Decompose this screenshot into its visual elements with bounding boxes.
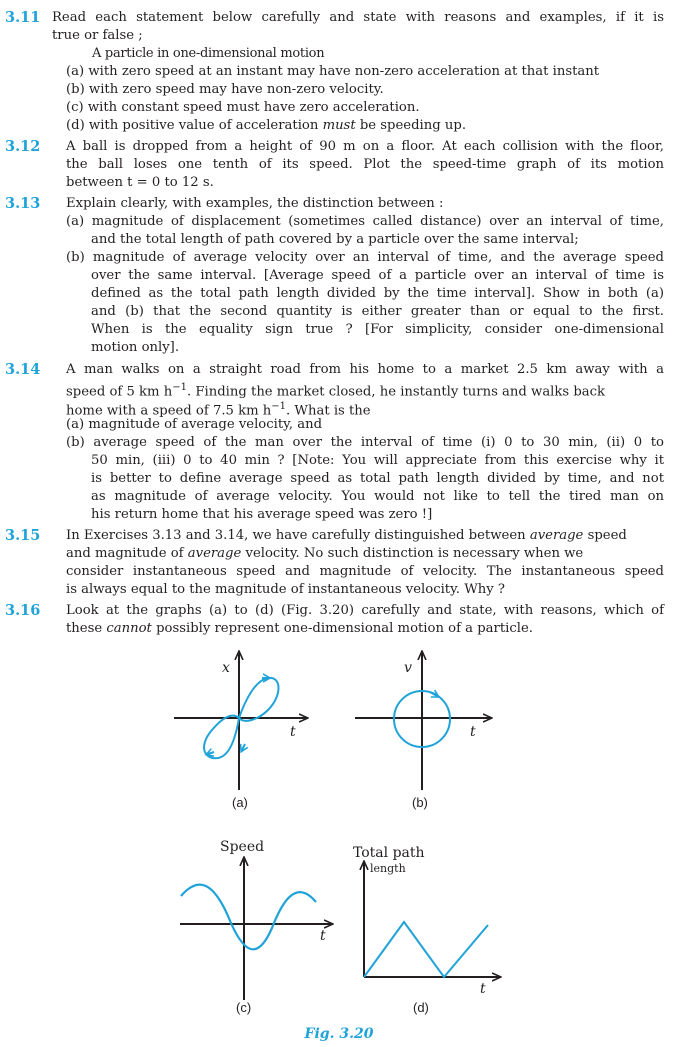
emphasis: cannot: [106, 621, 152, 636]
question-text-line: between t = 0 to 12 s.: [66, 175, 214, 190]
text-run: velocity. No such distinction is necessary when we: [245, 546, 584, 561]
text-run: speed: [587, 528, 627, 543]
option-b-cont: 50 min, (iii) 0 to 40 min ? [Note: You will appreciate from this exercise why it: [91, 453, 664, 468]
question-text-line: A ball is dropped from a height of 90 m on a floor. At each collision with the floor,: [66, 139, 664, 154]
question-text-line: Look at the graphs (a) to (d) (Fig. 3.20) carefully and state, with reasons, which of: [66, 603, 664, 618]
option-c: (c) with constant speed must have zero acceleration.: [66, 100, 420, 115]
superscript: −1: [172, 382, 187, 393]
option-b: (b) average speed of the man over the interval of time (i) 0 to 30 min, (ii) 0 to: [66, 435, 664, 450]
graph-a: [174, 652, 307, 810]
question-text-line: consider instantaneous speed and magnitude of velocity. The instantaneous speed: [66, 564, 664, 579]
question-text-line: [66, 620, 533, 638]
option-a-cont: and the total length of path covered by a particle over the same interval;: [91, 232, 579, 247]
text-run: . What is the: [286, 403, 371, 419]
option-b-cont: his return home that his average speed was zero !]: [91, 507, 433, 522]
y-axis-label: v: [404, 660, 412, 676]
question-text-line: true or false ;: [52, 28, 143, 43]
option-b: (b) magnitude of average velocity over an interval of time, and the average speed: [66, 250, 664, 265]
option-b-cont: When is the equality sign true ? [For simplicity, consider one-dimensional: [91, 322, 664, 337]
x-axis-label: t: [290, 724, 296, 740]
question-text-line: is always equal to the magnitude of instantaneous velocity. Why ?: [66, 582, 505, 597]
question-number: 3.12: [5, 138, 41, 155]
figure-3-20: [0, 640, 678, 1025]
y-axis-label: Speed: [220, 839, 265, 855]
option-b-cont: motion only].: [91, 340, 180, 355]
direction-arrow: [242, 744, 245, 750]
emphasis: average: [187, 546, 242, 561]
option-b-cont: is better to define average speed as total path length divided by time, and not: [91, 471, 664, 486]
graph-c: [180, 839, 332, 1015]
direction-arrow: [208, 752, 214, 754]
caption-d: (d): [413, 1000, 429, 1015]
emphasis: average: [529, 528, 584, 543]
x-axis-label: t: [320, 928, 326, 944]
x-axis-label: t: [470, 724, 476, 740]
figure-title: Fig. 3.20: [304, 1026, 374, 1042]
superscript: −1: [271, 401, 287, 412]
graph-b: [355, 652, 491, 810]
caption-b: (b): [412, 795, 428, 810]
question-text-line: the ball loses one tenth of its speed. Plot the speed-time graph of its motion: [66, 157, 664, 172]
option-a: (a) magnitude of displacement (sometimes called distance) over an interval of time,: [66, 214, 664, 229]
text-run: In Exercises 3.13 and 3.14, we have carefully distinguished between: [66, 528, 526, 543]
option-b: (b) with zero speed may have non-zero velocity.: [66, 82, 384, 97]
caption-a: (a): [232, 795, 248, 810]
option-a: (a) with zero speed at an instant may have non-zero acceleration at that instant: [66, 64, 600, 79]
text-run: . Finding the market closed, he instantly turns and walks back: [186, 384, 606, 400]
y-axis-label: Total path: [353, 845, 425, 861]
text-run: speed of 5 km h: [66, 384, 173, 400]
text-run: possibly represent one-dimensional motion of a particle.: [156, 621, 533, 636]
speed-curve: [181, 885, 316, 950]
question-text-line: Explain clearly, with examples, the distinction between :: [66, 196, 444, 211]
y-axis-label: x: [222, 660, 230, 676]
x-axis-label: t: [480, 981, 486, 997]
question-number: 3.11: [5, 9, 41, 26]
question-text-line: Read each statement below carefully and state with reasons and examples, if it is: [52, 10, 664, 25]
option-b-cont: defined as the total path length divided by the time interval]. Show in both (a): [91, 286, 664, 301]
option-b-cont: and (b) that the second quantity is either greater than or equal to the first.: [91, 304, 664, 319]
question-subheading: A particle in one-dimensional motion: [92, 46, 325, 61]
text-run: and magnitude of: [66, 546, 184, 561]
question-number: 3.16: [5, 602, 41, 619]
question-number: 3.15: [5, 527, 41, 544]
option-b-cont: as magnitude of average velocity. You would not like to tell the tired man on: [91, 489, 664, 504]
y-axis-label-2: length: [370, 862, 406, 875]
question-text-line: A man walks on a straight road from his home to a market 2.5 km away with a: [66, 362, 664, 377]
text-run: (d) with positive value of acceleration: [66, 118, 319, 133]
option-b-cont: over the same interval. [Average speed of a particle over an interval of time is: [91, 268, 664, 283]
caption-c: (c): [236, 1000, 252, 1015]
question-text-line: [66, 545, 583, 563]
question-number: 3.13: [5, 195, 41, 212]
option-a: (a) magnitude of average velocity, and: [66, 417, 323, 432]
text-run: be speeding up.: [359, 118, 467, 133]
question-number: 3.14: [5, 361, 41, 378]
text-run: home with a speed of 7.5 km h: [66, 403, 272, 419]
question-text-line: [66, 527, 627, 545]
emphasis: must: [322, 118, 356, 133]
path-length-line: [364, 922, 488, 977]
option-d: [66, 117, 466, 135]
text-run: these: [66, 621, 103, 636]
graph-d: [353, 845, 500, 1015]
